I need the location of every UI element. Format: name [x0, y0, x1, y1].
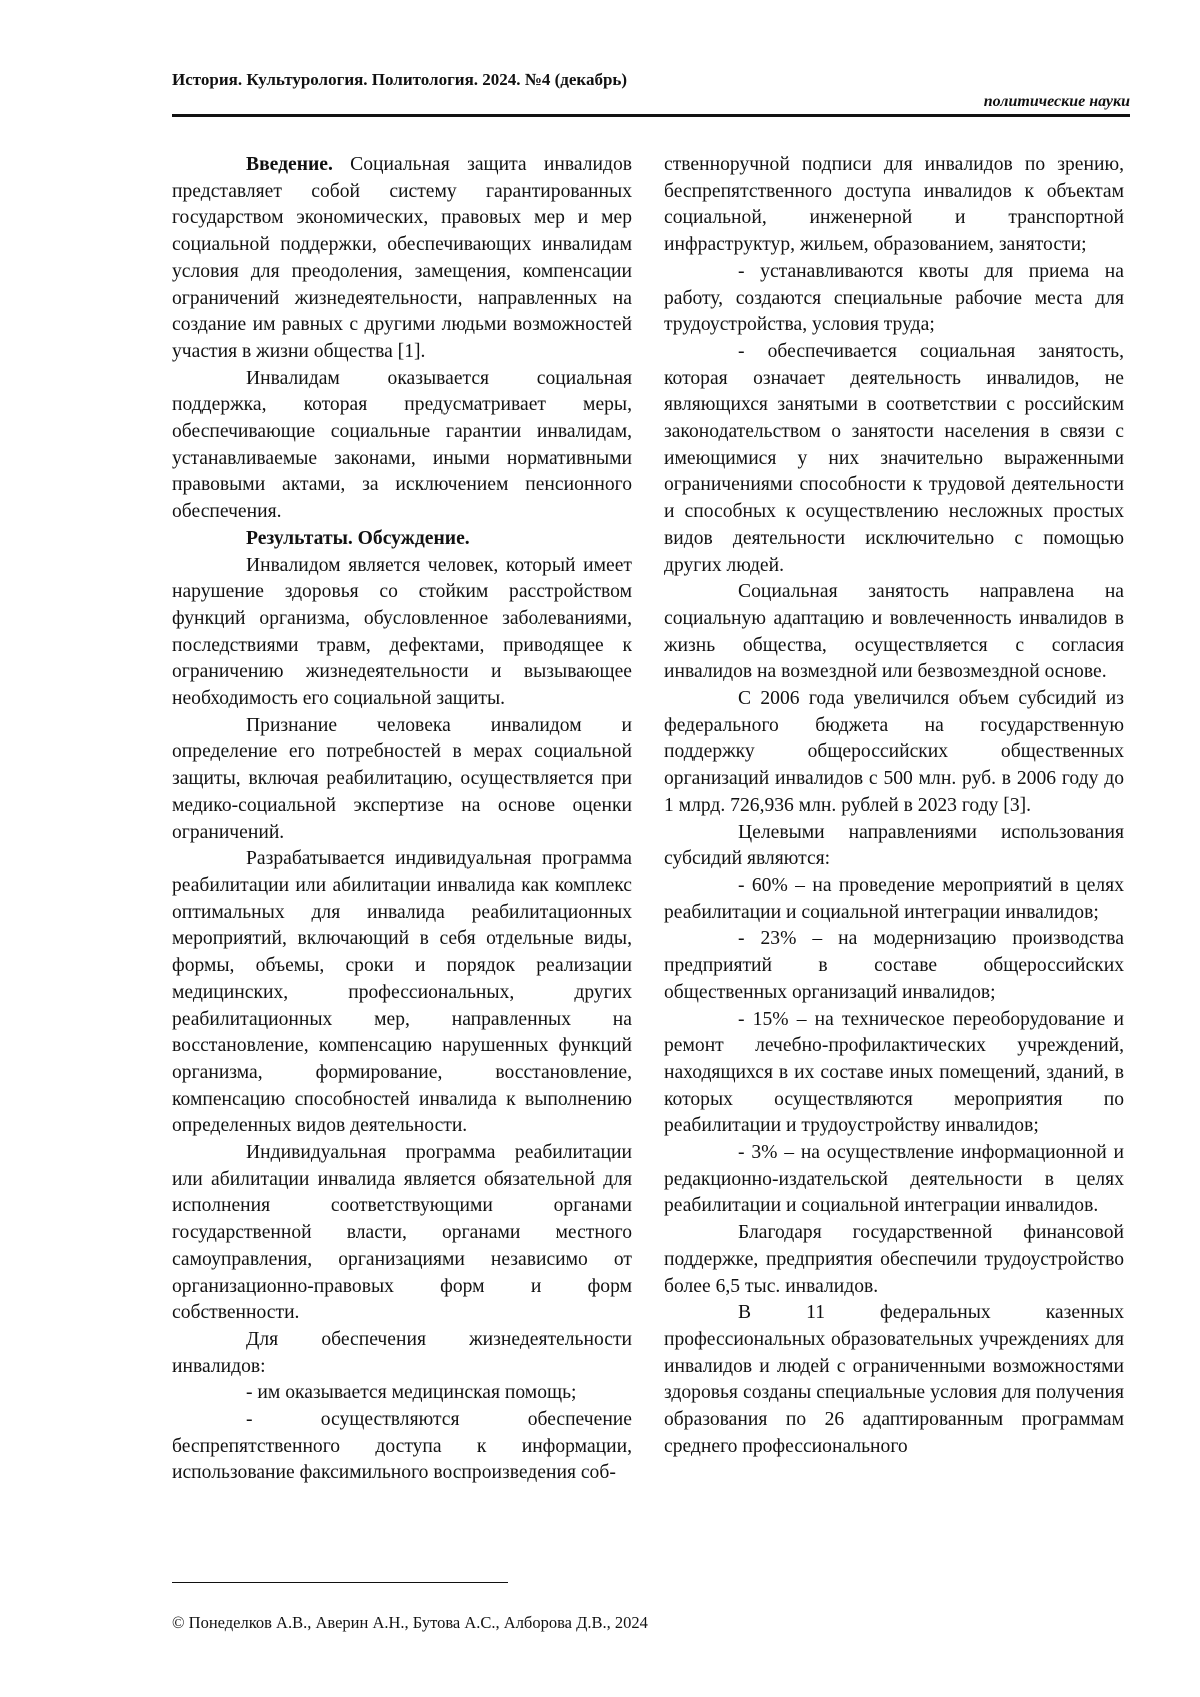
paragraph: Целевыми направлениями использования субсидий являются: [664, 821, 1124, 870]
paragraph: Инвалидом является человек, который имеет нарушение здоровья со стойким расстройством функций организма, обусловленное заболеваниями, последствиями травм, дефектами, приводящее к ограничению жизнедеятельности и вызывающее необходимость его социальной защиты. [172, 554, 632, 710]
heading-results: Результаты. Обсуждение. [246, 527, 470, 549]
paragraph: Индивидуальная программа реабилитации или абилитации инвалида является обязательной для исполнения соответствующими органами государственной власти, органами местного самоуправления, организациями независимо от организационно-правовых форм и форм собственности. [172, 1142, 632, 1324]
paragraph-continuation: ственноручной подписи для инвалидов по зрению, беспрепятственного доступа инвалидов к объектам социальной, инженерной и транспортной инфраструктур, жильем, образованием, занятости; [664, 154, 1124, 256]
section-label: политические науки [983, 93, 1130, 110]
footnote-rule [172, 1582, 508, 1583]
paragraph-text: Социальная защита инвалидов представляет собой систему гарантированных государством экономических, правовых мер и мер социальной поддержки, обеспечивающих инвалидам условия для преодоления, замещения, компенсации ограничений жизнедеятельности, направленных на создание им равных с другими людьми возможностей участия в жизни общества [1]. [172, 154, 632, 362]
list-item: - им оказывается медицинская помощь; [246, 1382, 577, 1404]
journal-title: История. Культурология. Политология. 2024. №4 (декабрь) [172, 70, 628, 89]
left-column [172, 152, 632, 1487]
heading-introduction: Введение. [246, 154, 333, 175]
list-item: - 23% – на модернизацию производства предприятий в составе общероссийских общественных организаций инвалидов; [664, 928, 1124, 1003]
right-column [664, 152, 1124, 1460]
paragraph: Инвалидам оказывается социальная поддержка, которая предусматривает меры, обеспечивающие социальные гарантии инвалидам, устанавливаемые законами, иными нормативными правовыми актами, за исключением пенсионного обеспечения. [172, 367, 632, 523]
paragraph: Для обеспечения жизнедеятельности инвалидов: [172, 1328, 632, 1377]
paragraph: В 11 федеральных казенных профессиональных образовательных учреждениях для инвалидов и людей с ограниченными возможностями здоровья созданы специальные условия для получения образования по 26 адаптированным программам среднего профессионального [664, 1302, 1124, 1457]
paragraph: Разрабатывается индивидуальная программа реабилитации или абилитации инвалида как комплекс оптимальных для инвалида реабилитационных мероприятий, включающий в себя отдельные виды, формы, объемы, сроки и порядок реализации медицинских, профессиональных, других реабилитационных мер, направленных на восстановление, компенсацию нарушенных функций организма, формирование, восстановление, компенсацию способностей инвалида к выполнению определенных видов деятельности. [172, 848, 632, 1137]
running-header [172, 68, 1130, 117]
paragraph: С 2006 года увеличился объем субсидий из федерального бюджета на государственную поддержку общероссийских общественных организаций инвалидов с 500 млн. руб. в 2006 году до 1 млрд. 726,936 млн. рублей в 2023 году [3]. [664, 688, 1124, 816]
paragraph-intro [172, 152, 632, 366]
list-item: - обеспечивается социальная занятость, которая означает деятельность инвалидов, не являющихся занятыми в соответствии с российским законодательством о занятости населения в связи с имеющимися у них значительно выраженными ограничениями способности к трудовой деятельности и способных к осуществлению несложных простых видов деятельности исключительно с помощью других людей. [664, 340, 1124, 576]
list-item: - 3% – на осуществление информационной и редакционно-издательской деятельности в целях реабилитации и социальной интеграции инвалидов. [664, 1142, 1124, 1217]
header-rule [172, 114, 1130, 117]
list-item: - устанавливаются квоты для приема на работу, создаются специальные рабочие места для трудоустройства, условия труда; [664, 260, 1124, 336]
list-item: - 60% – на проведение мероприятий в целях реабилитации и социальной интеграции инвалидов; [664, 874, 1124, 923]
list-item: - осуществляются обеспечение беспрепятственного доступа к информации, использование факсимильного воспроизведения соб- [172, 1409, 632, 1484]
paragraph: Социальная занятость направлена на социальную адаптацию и вовлеченность инвалидов в жизнь общества, осуществляется с согласия инвалидов на возмездной или безвозмездной основе. [664, 581, 1124, 683]
paragraph: Признание человека инвалидом и определение его потребностей в мерах социальной защиты, включая реабилитацию, осуществляется при медико-социальной экспертизе на основе оценки ограничений. [172, 714, 632, 843]
paragraph: Благодаря государственной финансовой поддержке, предприятия обеспечили трудоустройство более 6,5 тыс. инвалидов. [664, 1222, 1124, 1297]
list-item: - 15% – на техническое переоборудование и ремонт лечебно-профилактических учреждений, находящихся в их составе иных помещений, зданий, в которых осуществляются мероприятия по реабилитации и трудоустройству инвалидов; [664, 1008, 1124, 1137]
copyright-notice: © Понеделков А.В., Аверин А.Н., Бутова А.С., Алборова Д.В., 2024 [172, 1613, 648, 1632]
